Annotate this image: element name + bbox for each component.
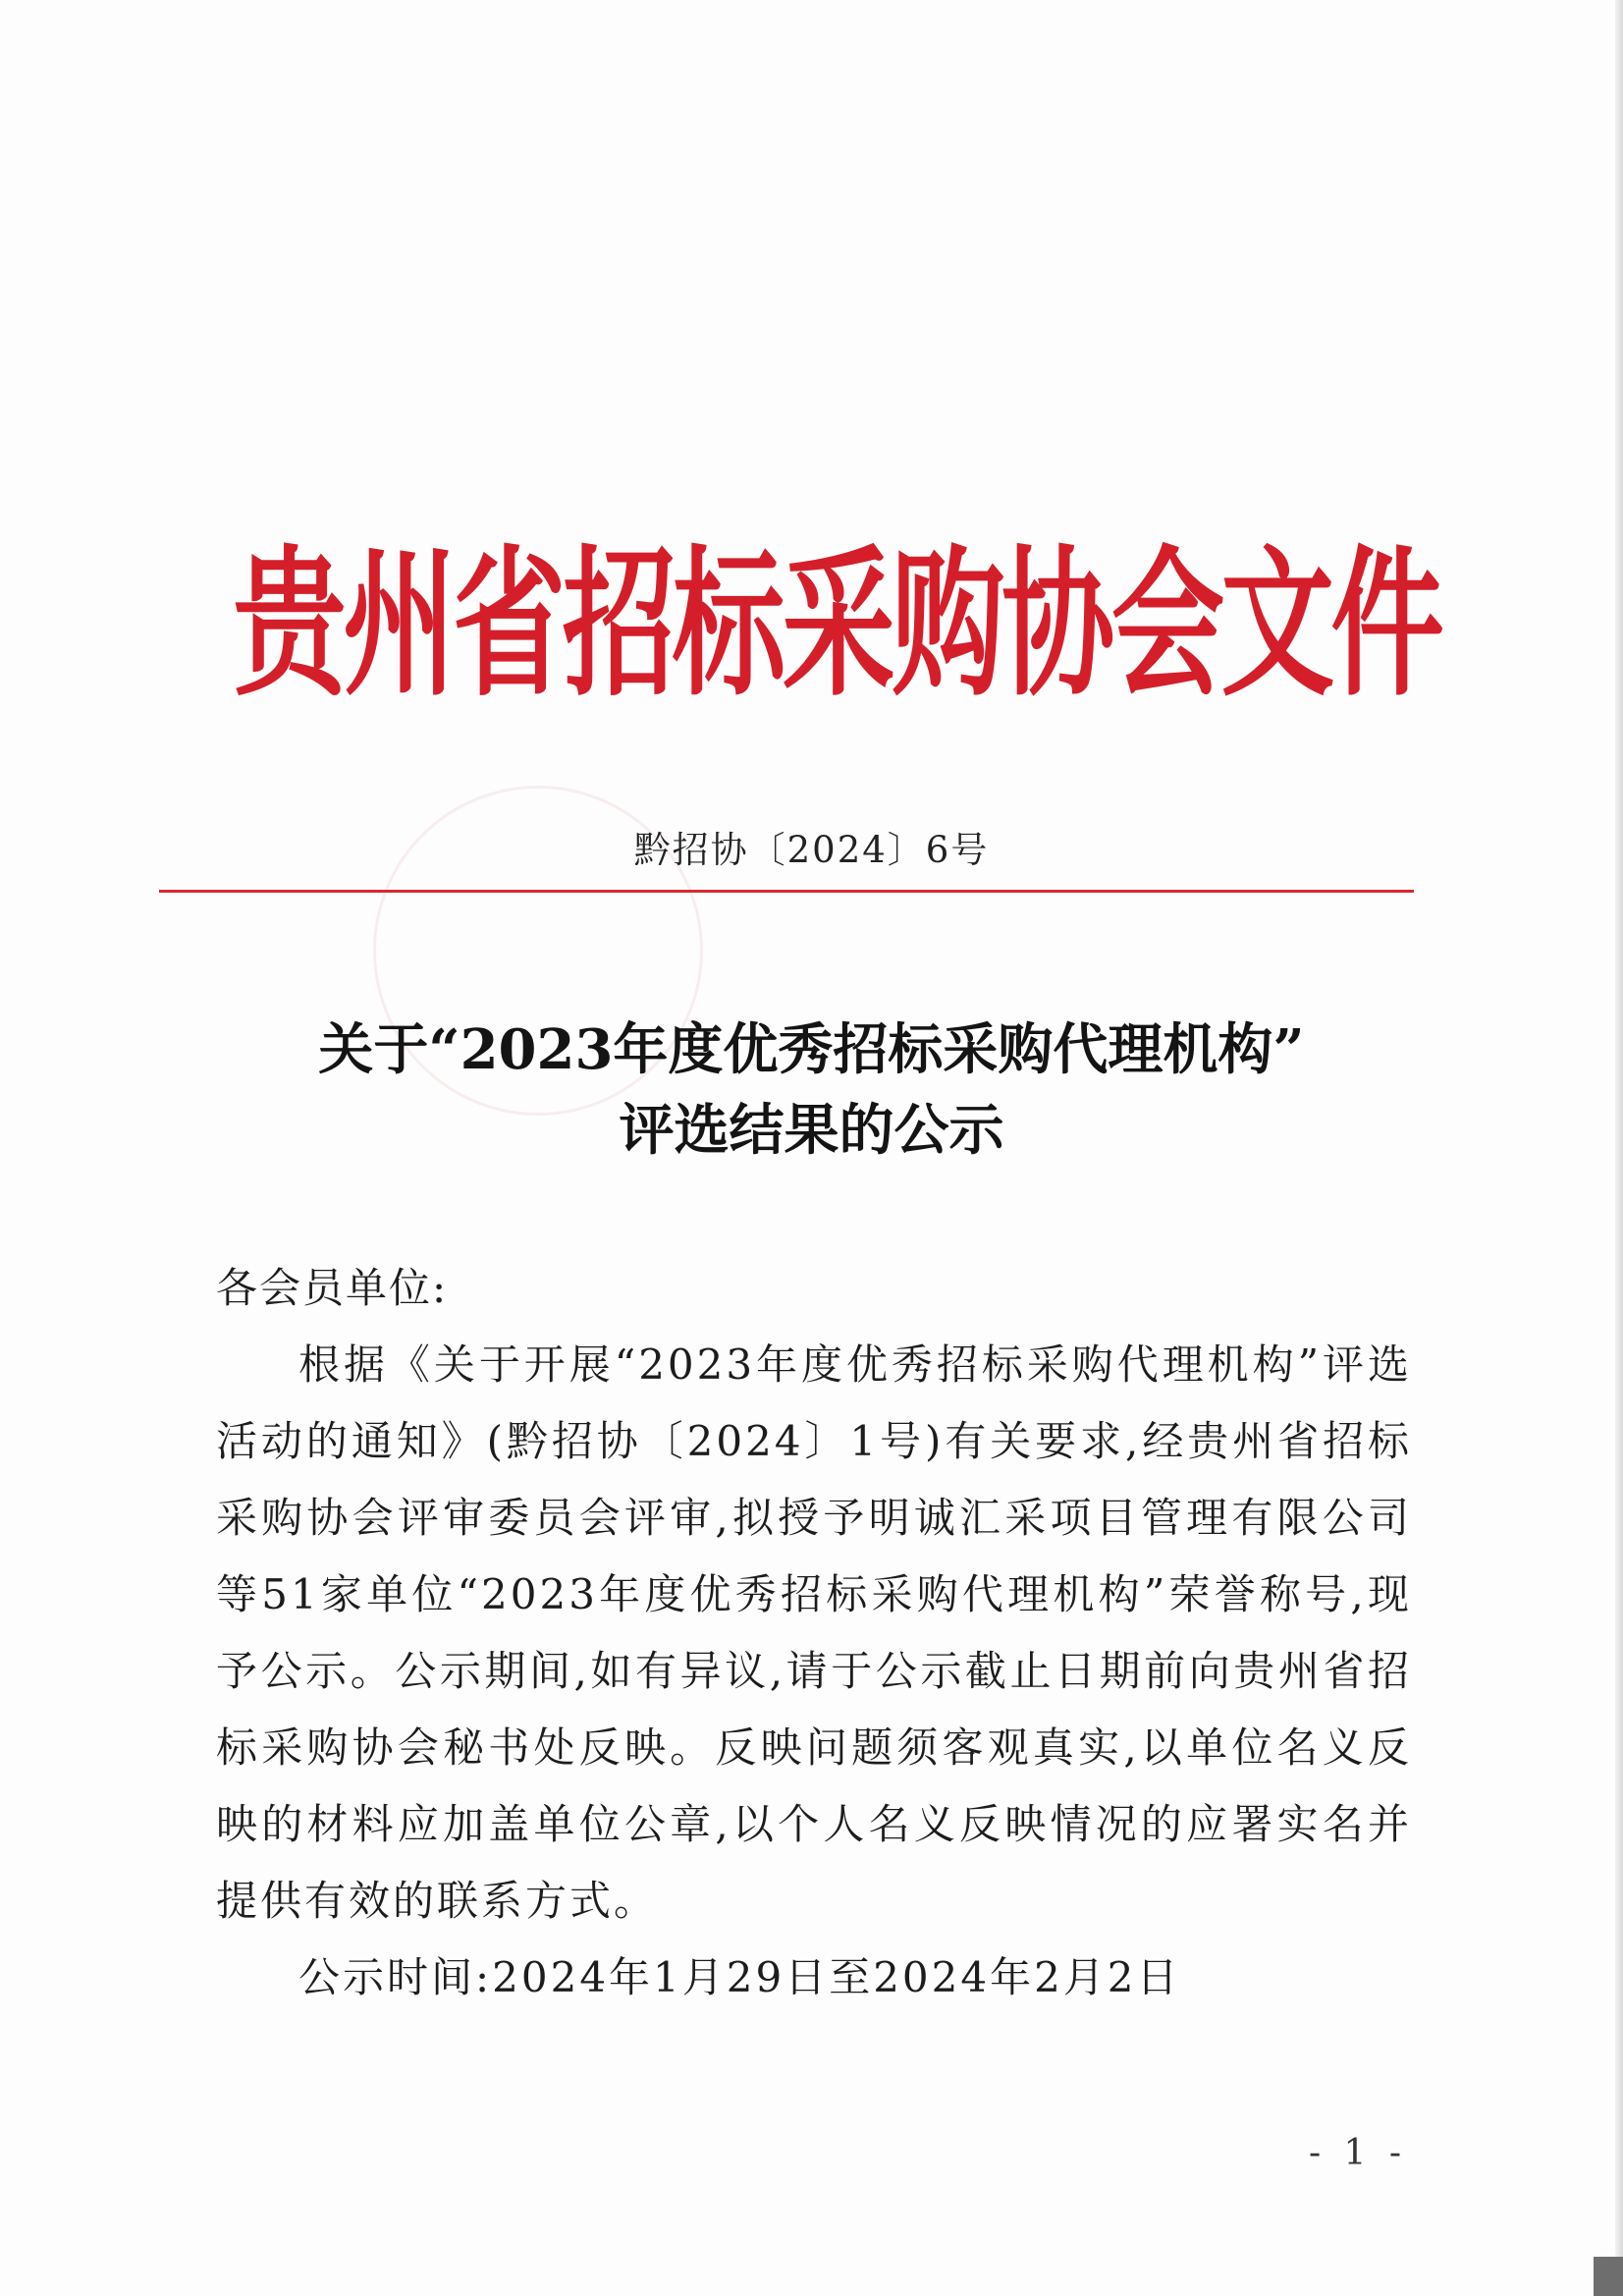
notice-period: 公示时间:2024年1月29日至2024年2月2日: [298, 1953, 1181, 2001]
scan-edge-shadow: [1615, 0, 1623, 2296]
main-paragraph: 根据《关于开展“2023年度优秀招标采购代理机构”评选活动的通知》(黔招协〔2024〕1号)有关要求,经贵州省招标采购协会评审委员会评审,拟授予明诚汇采项目管理有限公司等51家单位“2023年度优秀招标采购代理机构”荣誉称号,现予公示。公示期间,如有异议,请于公示截止日期前向贵州省招标采购协会秘书处反映。反映问题须客观真实,以单位名义反映的材料应加盖单位公章,以个人名义反映情况的应署实名并提供有效的联系方式。: [216, 1340, 1412, 1925]
red-separator-line: [159, 890, 1414, 893]
subject-line-2: 评选结果的公示: [619, 1098, 1004, 1163]
subject-line-1: 关于“2023年度优秀招标采购代理机构”: [318, 1017, 1305, 1082]
page-number: - 1 -: [1308, 2133, 1408, 2173]
salutation: 各会员单位:: [216, 1264, 449, 1312]
scan-corner-shadow: [1594, 2257, 1623, 2296]
document-subject: [0, 1010, 1623, 1171]
document-number: 黔招协〔2024〕6号: [633, 829, 990, 871]
issuer-header-title: 贵州省招标采购协会文件: [233, 528, 1441, 719]
document-body: [216, 1250, 1412, 2016]
